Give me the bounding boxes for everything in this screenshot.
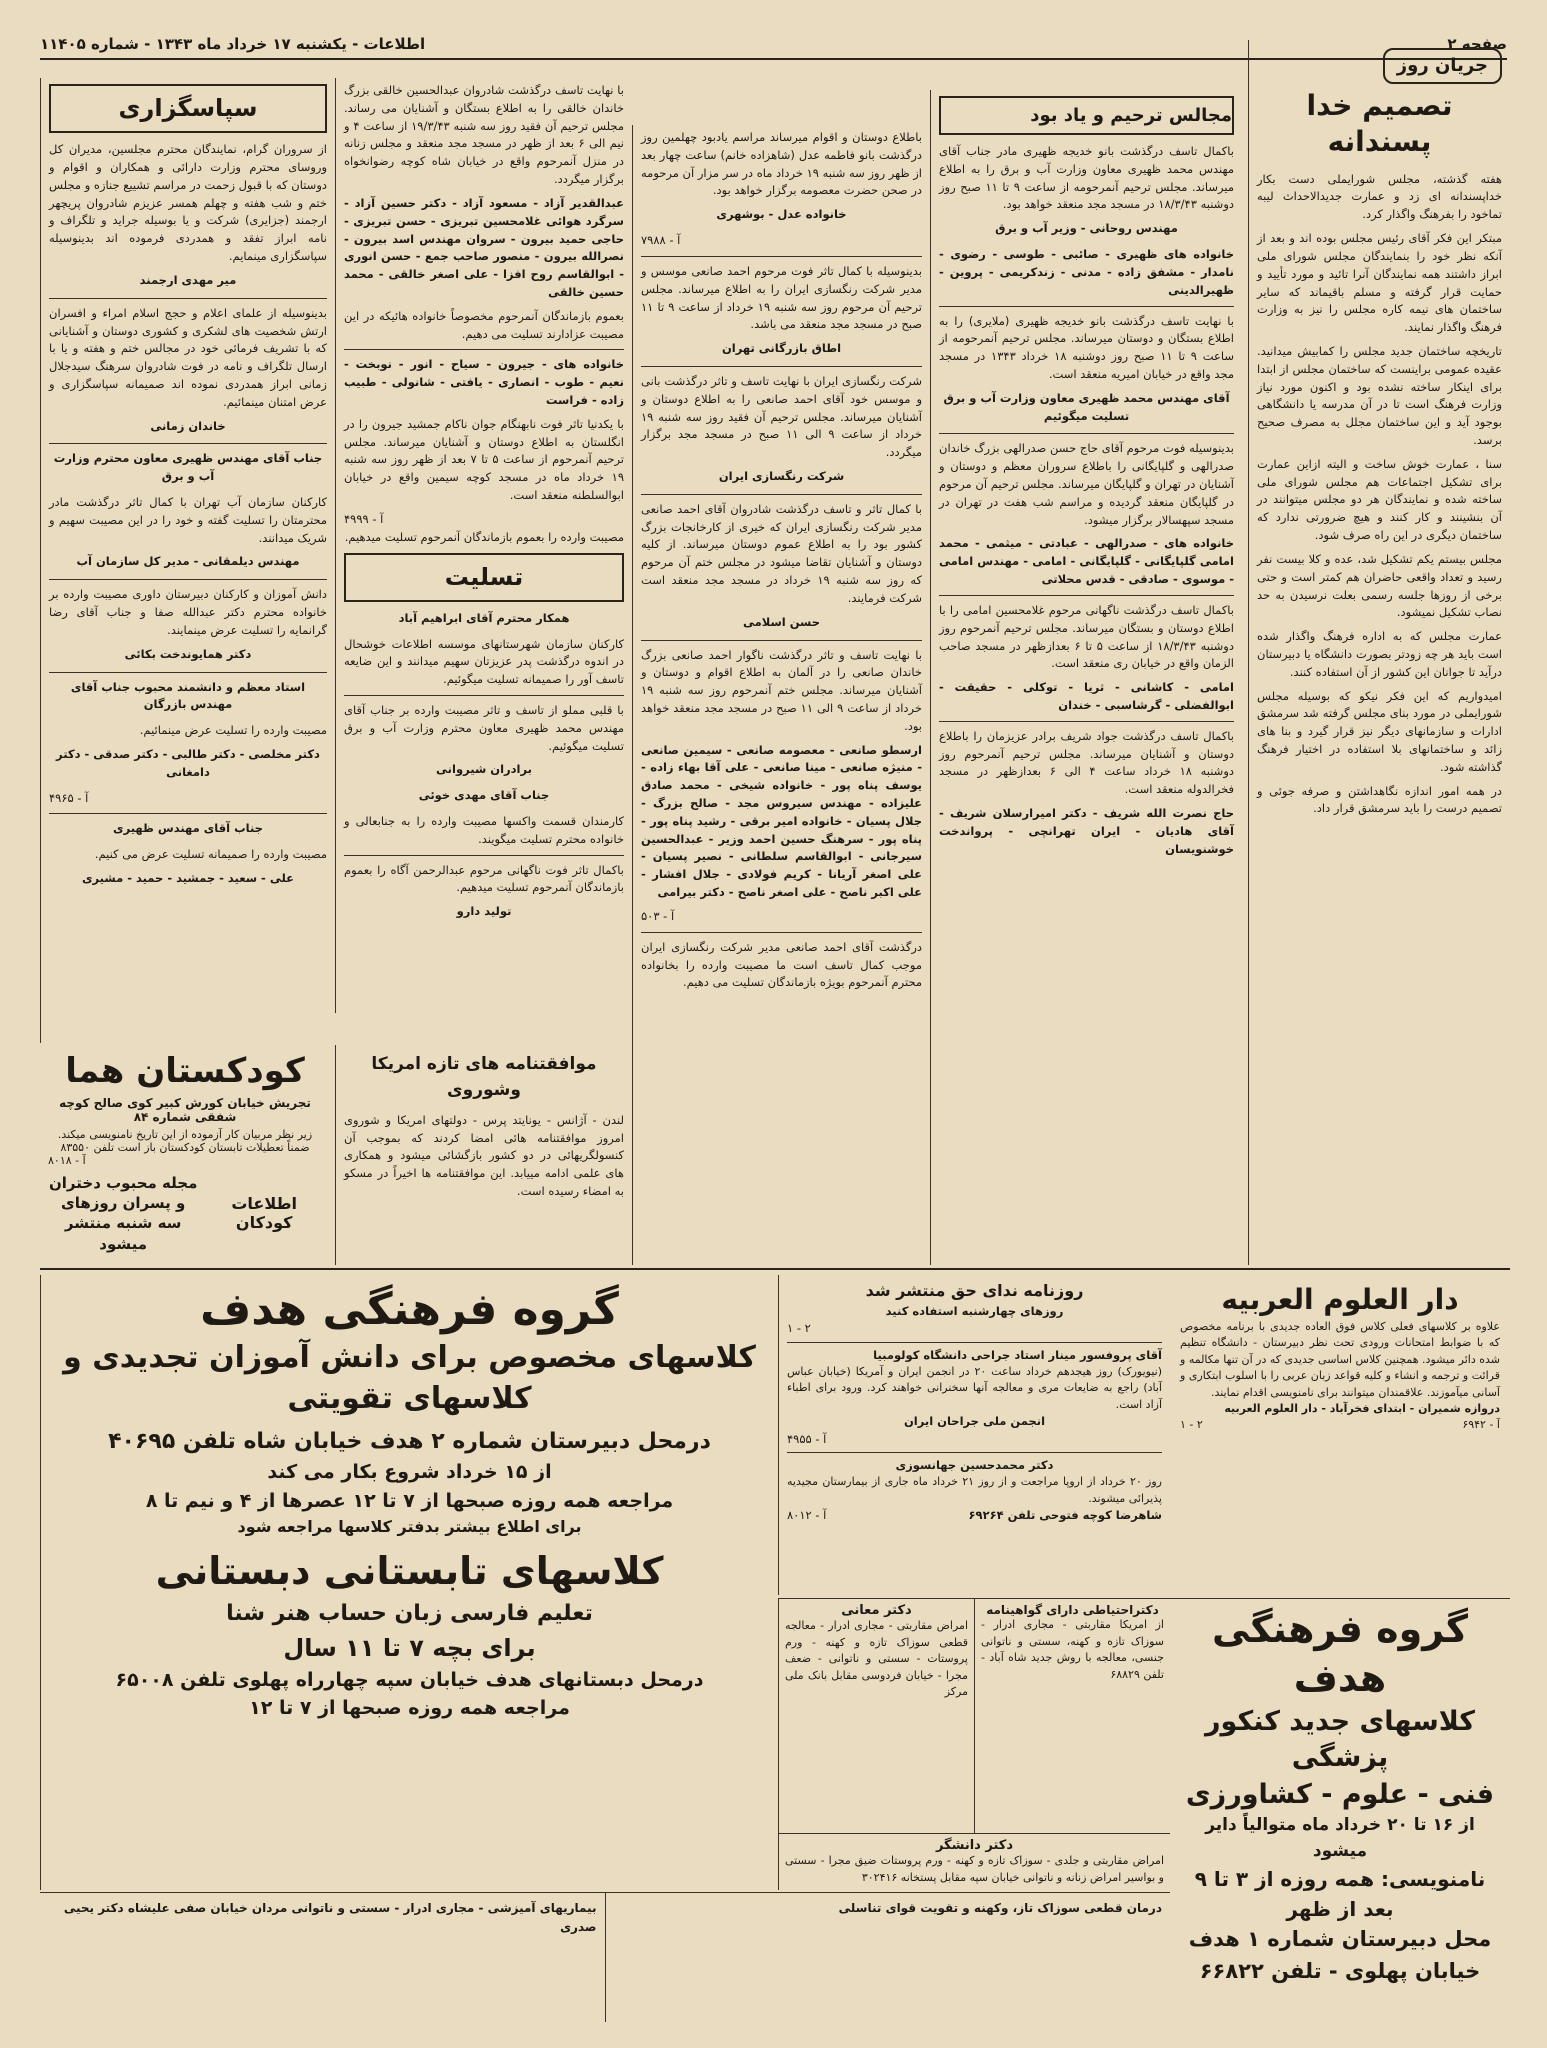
arabic-school-title: دار العلوم العربیه [1221,1283,1459,1316]
kindergarten-ad [40,1045,330,1265]
notice-heading: جناب آقای مهندس ظهیری معاون محترم وزارت آب و برق [53,451,323,484]
notice-text: با نهایت تاسف درگذشت شادروان عبدالحسین خالقی بزرگ خاندان خالقی را به اطلاع بستگان و آشنایان می رساند. مجلس ترحیم آن فقید روز سه شنبه ۱۹/۳/۴۳ از ساعت ۴ و نیم الی ۶ بعد از ظهر در مسجد مجد منعقد و مجلس زنانه در منزل آنمرحوم واقع در خیابان شاه کوچه رضوانخواه برگزار میگردد. [344,83,625,187]
notice-signature: دکتر مخلصی - دکتر طالبی - دکتر صدقی - دکتر دامغانی [56,746,320,779]
notice-text: شرکت رنگسازی ایران با نهایت تاسف و تاثر درگذشت بانی و موسس خود آقای احمد صانعی را به اطلاع دوستان و آشنایان میرساند. مجلس ترحیم آن فقید روز سه شنبه ۱۹ خرداد از ساعت ۹ الی ۱۱ صبح در مسجد مجد برگزار میگردد. [641,373,922,460]
notice-text: با یکدنیا تاثر فوت نابهنگام جوان ناکام جمشید جیرون را در انگلستان به اطلاع دوستان و آشنایان میرساند. مجلس ترحیم آنمرحوم از ساعت ۵ تا ۷ بعد از ظهر روز سه شنبه ۱۹ خرداد ماه در مسجد کوچه سیمین واقع در خیابان ابوالسلطنه منعقد است. [344,416,624,503]
notice-families: حاج نصرت الله شریف - دکتر امیرارسلان شریف - آقای هادیان - ایران تهرانچی - پرواندخت خوشنویسان [939,806,1234,856]
doctor-ad-title: دکتر دانشگر [935,1838,1014,1853]
hadaf-address: محل دبیرستان شماره ۱ هدف [1188,1927,1492,1952]
kindergarten-number: آ - ۸۰۱۸ [48,1153,86,1167]
children-magazine-label: اطلاعات کودکان [231,1194,298,1233]
hadaf-phone: خیابان پهلوی - تلفن ۶۶۸۲۲ [1199,1958,1481,1983]
notice-signature: مهندس روحانی - وزیر آب و برق [995,221,1178,236]
ad-number: آ - ۴۹۵۵ [787,1431,827,1446]
hadaf-time: نامنویسی: همه روزه از ۳ تا ۹ بعد از ظهر [1194,1867,1486,1922]
notice-families: ارسطو صانعی - معصومه صانعی - سیمین صانعی - منیژه صانعی - مینا صانعی - علی آقا بهاء زاده - یوسف پناه پور - خانواده شیخی - محمد صادق علیزاده - مهندس سیروس مجد - صالح بزرگ - جلال پسیان - خانواده امیر برقی - رشید پناه پور - پناه پور - سرهنگ حسین احمد وزیر - عبدالحسین سیرجانی - ابوالقاسم سلطانی - نصیر پسیان - علی اصغر آریانا - کریم فولادی - جلال افشار - علی اکبر ناصح - علی اصغر ناصح - دکتر بیرامی [641,742,922,900]
notice-number: آ - ۵۰۳ [641,908,675,923]
hadaf-info: برای اطلاع بیشتر بدفتر کلاسها مراجعه شود [237,1517,582,1537]
hadaf-date: از ۱۵ خرداد شروع بکار می کند [267,1461,552,1484]
notice-number: آ - ۷۹۸۸ [641,233,681,248]
notice-families: خانواده های - صدرالهی - عبادتی - میثمی - محمد امامی گلپایگانی - گلپایگانی - امامی - مهندس امامی - موسوی - صادقی - قدس محلاتی [939,536,1234,587]
condolence-banner: تسلیت [344,553,624,602]
notice-heading: همکار محترم آقای ابراهیم آباد [398,610,570,625]
thanks-banner: سپاسگزاری [49,84,327,133]
hadaf-subtitle: کلاسهای مخصوص برای دانش آموزان تجدیدی و کلاسهای تقویتی [63,1340,756,1416]
news-item [335,1045,632,1265]
notice-signature: تولید دارو [456,904,512,919]
doctor-name: دکتر محمدحسین جهانسوزی [895,1457,1054,1472]
arabic-school-address: دروازه شمیران - ابتدای فخرآباد - دار العلوم العربیه [1224,1402,1500,1416]
summer-classes-age: برای بچه ۷ تا ۱۱ سال [283,1633,536,1662]
doctor-ad-text: امراض مقاربتی - مجاری ادرار - معالجه قطعی سوزاک تازه و کهنه - ورم پروستات - سستی و ناتوانی - ضعف مجرا - خیابان فردوسی مقابل بانک ملی مرکز [785,1619,968,1698]
editorial-column [1248,40,1510,1265]
divider [40,1268,1510,1270]
doctor-text: روز ۲۰ خرداد از اروپا مراجعت و از روز ۲۱ خرداد ماه جاری از بیمارستان مجیدیه پذیرائی میشوند. [787,1475,1162,1505]
notice-signature: برادران شیروانی [436,762,532,777]
editorial-paragraph: مجلس بیستم یکم تشکیل شد، عده و کلا بیست نفر رسید و تعداد واقعی حاضران هم کمتر است و حتی برخی از روزها جلسه رسمی بعلت نرسیدن به حد نصاب تشکیل نمیشود. [1257,551,1502,620]
summer-classes-time: مراجعه همه روزه صبحها از ۷ تا ۱۲ [249,1697,570,1720]
editorial-paragraph: امیدواریم که این فکر نیکو که بوسیله مجلس شورایملی در مورد بنای مجلس گرفته شد سرمشق ادارات و سازمانهای دیگر نیز قرار گیرد و بنا های زائد و ساختمانهای بلا استفاده در اختیار فرهنگ گذاشته شود. [1257,688,1502,774]
lecture-organizer: انجمن ملی جراحان ایران [903,1414,1046,1429]
hadaf-subtitle: کلاسهای جدید کنکور پزشگی [1205,1705,1475,1774]
notice-text: با نهایت تاسف درگذشت بانو خدیجه ظهیری (ملایری) را به اطلاع بستگان و دوستان میرساند. مجلس ترحیم آنمرحومه از ساعت ۹ تا ۱۱ صبح روز دوشنبه ۱۸ خرداد ۱۳۴۳ در مسجد مجد واقع در خیابان امیریه منعقد است. [939,313,1235,381]
summer-classes-subjects: تعلیم فارسی زبان حساب هنر شنا [226,1600,593,1626]
issue-info: اطلاعات - یکشنبه ۱۷ خرداد ماه ۱۳۴۳ - شماره ۱۱۴۰۵ [40,35,426,53]
notice-text: بدینوسیله از علمای اعلام و حجج اسلام امراء و افسران ارتش شخصیت های لشکری و کشوری دوستان و آشنایانی که با تشریف فرمائی خود در مجالس ختم و هفته و یا با ارسال تلگراف و نامه در فوت شادروان سرهنگ سیدجلال زمانی ابراز همدردی نموده اند صمیمانه سپاسگزاری و عرض امتنان مینمائیم. [49,305,327,409]
editorial-paragraph: هفته گذشته، مجلس شورایملی دست بکار خداپسندانه ای زد و عمارت جدیدالاحداث لیبه تماخود را بفرهنگ واگذار کرد. [1257,171,1502,222]
hadaf-ad-2 [1170,1598,1510,2018]
bottom-ads [40,1892,1170,2022]
hadaf-address: درمحل دبیرستان شماره ۲ هدف خیابان شاه تلفن ۴۰۶۹۵ [108,1429,711,1455]
hadaf-title: گروه فرهنگی هدف [200,1284,619,1335]
editorial-paragraph: مبتکر این فکر آقای رئیس مجلس بوده اند و بعد از آنکه نظر خود را بنمایندگان مجلس شورای ملی ابراز داشتند همه نمایندگان آنرا تائید و مورد تأیید و حمایت قرار گرفته و مسلم باقیماند که سایر ساختمان های نیمه کاره مجلس را نیز به وزارت فرهنگ واگذار نمایند. [1257,231,1502,335]
summer-classes-title: کلاسهای تابستانی دبستانی [155,1549,664,1594]
kindergarten-text: زیر نظر مربیان کار آزموده از این تاریخ نامنویسی میکند. ضمناً تعطیلات تابستان کودکستان باز است تلفن ۸۳۵۵۰ [57,1127,313,1154]
notice-heading: جناب آقای مهندس ظهیری [113,821,263,836]
bottom-ad-text: درمان قطعی سوزاک تاز، وکهنه و تقویت قوای تناسلی [605,1893,1171,2022]
obituary-banner: مجالس ترحیم و یاد بود [939,96,1234,135]
lecture-text: (نیویورک) روز هیجدهم خرداد ساعت ۲۰ در انجمن ایران و آمریکا (خیابان عباس آباد) راجع به ضایعات مری و معالجه آنها سخنرانی خواهند کرد. ورود برای اطباء آزاد است. [787,1364,1162,1411]
news-title: موافقتنامه های تازه امریکا وشوروی [371,1054,597,1101]
editorial-paragraph: سنا ، عمارت خوش ساخت و الیته ازاین عمارت برای تشکیل اجتماعات هم مجلس شورای ملی ساخته شده و نمایندگان هر دو مجلس میتوانند در آن بنشینند و کار کنند و هیچ ضرورتی ندارد که ساختمان دیگری در این راه صرف شود. [1257,456,1502,543]
notices-center [778,1275,1170,1595]
thanks-column [40,78,335,1043]
notice-text: مصیبت وارده را صمیمانه تسلیت عرض می کنیم. [94,847,327,862]
notice-text: بدینوسیله با کمال تاثر فوت مرحوم احمد صانعی موسس و مدیر شرکت رنگسازی ایران را به اطلاع میرساند. مجلس ترحیم آن مرحوم روز سه شنبه ۱۹ خرداد از ساعت ۹ تا ۱۱ صبح در مسجد مجد منعقد می باشد. [641,263,923,332]
doctor-ad-title: دکتراحتیاطی دارای گواهینامه [986,1603,1159,1617]
notice-text: باکمال تاسف درگذشت ناگهانی مرحوم غلامحسین امامی را با اطلاع دوستان و بستگان میرساند. مجلس ترحیم آنمرحوم روز دوشنبه ۱۸/۳/۴۳ از ساعت ۵ تا ۶ بعدازظهر در مسجد صاحب الزمان واقع در خیابان ری منعقد است. [939,602,1234,671]
notice-text: مصیبت وارده را تسلیت عرض مینمائیم. [139,723,327,738]
newspaper-title: روزنامه ندای حق منتشر شد [865,1281,1084,1300]
news-text: لندن - آژانس - یونایتد پرس - دولتهای امریکا و شوروی امروز موافقتنامه هائی امضا کردند که بموجب آن کنسولگریهائی در دو کشور بازگشائی میشود و همکاری های علمی ادامه مییابد. این موافقتنامه ها اخیراً در مسکو به امضاء رسیده است. [344,1112,624,1198]
hadaf-title: گروه فرهنگی هدف [1212,1607,1468,1701]
notice-text: دانش آموزان و کارکنان دبیرستان داوری مصیبت وارده بر خانواده محترم دکتر عبدالله صفا و جناب آقای رضا گرانمایه را تسلیت عرض مینمایند. [49,587,327,637]
page-number: صفحه ۲ [1447,35,1507,53]
doctor-ad-text: از امریکا مقاربتی - مجاری ادرار - سوزاک تازه و کهنه، سستی و ناتوانی جنسی، معالجه با روش جدید شاه آباد - تلفن ۶۸۸۲۹ [981,1618,1164,1681]
arabic-school-text: علاوه بر کلاسهای فعلی کلاس فوق العاده جدیدی با برنامه مخصوص که با ضوابط امتحانات ورودی تحت نظر دبیرستان - دانشگاه تنظیم شده دائر میشود. همچنین کلاس اساسی جدیدی که در آن تنها مکالمه و قرائت و ترجمه و انشاء و کلیه قواعد زبان عربی را با اسلوب ابتکاری و آسانی میآموزند. علاقمندان میتوانند برای نامنویسی اقدام نمایند. [1180,1319,1500,1399]
notice-text: با نهایت تاسف و تاثر درگذشت ناگوار احمد صانعی بزرگ خاندان صانعی را در آلمان به اطلاع اقوام و دوستان و آشنایان میرساند. مجلس ختم آنمرحوم روز سه شنبه ۱۹ خرداد از ساعت ۹ الی ۱۱ صبح در مسجد مجد منعقد خواهد بود. [641,647,922,733]
notice-signature: اطاق بازرگانی تهران [721,341,842,356]
obituary-column-3 [335,78,632,1013]
notice-signature: میر مهدی ارجمند [139,272,237,287]
notice-text: باکمال تاثر فوت ناگهانی مرحوم عبدالرحمن آگاه را بعموم بازماندگان آنمرحوم تسلیت میدهیم. [344,862,624,895]
notice-signature: خاندان زمانی [150,418,226,433]
notice-text: با کمال تاثر و تاسف درگذشت شادروان آقای احمد صانعی مدیر شرکت رنگسازی ایران که خیری از کارخانجات بزرگ کشور بود را به اطلاع عموم دوستان میرساند. از کلیه دوستان و آشنایان تقاضا میشود در مجلس ختم آن مرحوم که روز سه شنبه ۱۹ خرداد در مسجد مجد منعقد است شرکت فرمایند. [641,501,923,605]
bottom-ad-text: بیماریهای آمیزشی - مجاری ادرار - سستی و ناتوانی مردان خیابان صفی علیشاه دکتر یحیی صدری [63,1901,597,1935]
ad-number: آ - ۸۰۱۲ [787,1508,827,1522]
obituary-column-1 [930,90,1242,1265]
arabic-school-ad [1170,1275,1510,1595]
lecture-title: آقای پروفسور مینار استاد جراحی دانشگاه کولومبیا [873,1347,1162,1362]
notice-heading: استاد معظم و دانشمند محبوب جناب آقای مهندس بازرگان [70,679,306,712]
children-magazine-text: مجله محبوب دختران و پسران روزهای سه شنبه منتشر میشود [48,1173,198,1253]
kindergarten-address: تجریش خیابان کورش کبیر کوی صالح کوچه شفقی شماره ۸۴ [59,1095,311,1124]
notice-heading: جناب آقای مهدی خوئی [418,788,550,803]
notice-text: با قلبی مملو از تاسف و تاثر مصیبت وارده بر جناب آقای مهندس محمد ظهیری معاون محترم وزارت آب و برق تسلیت میگوئیم. [344,702,624,753]
ad-number: ۲ - ۱ [787,1321,811,1336]
hadaf-ad-1 [40,1275,778,1890]
notice-number: آ - ۴۹۶۵ [49,790,89,805]
notice-text: بعموم بازماندگان آنمرحوم مخصوصاً خانواده هائیکه در این مصیبت عزادارند تسلیت می دهیم. [344,308,624,341]
notice-families: عبدالقدیر آزاد - مسعود آزاد - دکتر حسین آزاد - سرگرد هوائی غلامحسین تبریزی - حسن تبریزی - حاجی حمید بیرون - سروان مهندس اسد بیرون - نصرالله بیرون - منصور صاحب جمع - حسن انوری - ابوالقاسم روح افزا - علی اصغر خالقی - محمد حسین خالقی [344,195,624,299]
hadaf-date: از ۱۶ تا ۲۰ خرداد ماه متوالیاً دایر میشود [1205,1815,1475,1861]
doctor-ad-text: امراض مقاربتی و جلدی - سوزاک تازه و کهنه - ورم پروستات ضیق مجرا - سستی و بواسیر امراض زنانه و ناتوانی خیابان سپه مقابل پستخانه ۳۰۲۴۱۶ [785,1854,1164,1884]
notice-families: خانواده های - جیرون - سیاح - انور - نوبخت - نعیم - طوب - انصاری - یافتی - شانولی - طبیب زاده - فراست [344,357,624,407]
doctor-ads [778,1598,1170,1890]
editorial-paragraph: عمارت مجلس که به اداره فرهنگ واگذار شده است باید هر چه زودتر بصورت دانشگاه یا دبیرستان درآید تا جوانان این کشور از آن استفاده کنند. [1257,629,1502,679]
summer-classes-address: درمحل دبستانهای هدف خیابان سپه چهارراه پهلوی تلفن ۶۵۰۰۸ [115,1668,704,1691]
editorial-paragraph: تاریخچه ساختمان جدید مجلس را کمابیش میدانید. عقیده عمومی براینست که ساختمان مجلس از ابتدا برای اینکار ساخته نشده بود و اکنون مورد نیاز وزارت فرهنگ است تا در آن مدرسه یا دانشگاهی بوجود آید و این ساختمان مجلل به مصرف صحیح برسد. [1257,343,1502,448]
notice-text: باکمال تاسف درگذشت بانو خدیجه ظهیری مادر جناب آقای مهندس محمد ظهیری معاون وزارت آب و برق را به اطلاع میرساند. مجلس ترحیم آنمرحومه از ساعت ۹ تا ۱۱ صبح روز دوشنبه ۱۸/۳/۴۳ در مسجد مجد منعقد خواهد بود. [939,144,1234,212]
notice-text: کارکنان سازمان شهرستانهای موسسه اطلاعات خوشحال در اندوه درگذشت پدر عزیزتان سهیم میدانند و این ضایعه تاسف آور را صمیمانه تسلیت میگوئیم. [344,636,624,687]
newspaper-subtitle: روزهای چهارشنبه استفاده کنید [885,1304,1064,1318]
notice-families: امامی - کاشانی - ثریا - توکلی - حقیقت - ابوالفضلی - گرشاسبی - خندان [939,680,1234,712]
notice-signature: دکتر همایوندخت بکائی [124,646,252,661]
doctor-ad-title: دکتر معانی [841,1603,912,1618]
obituary-column-2 [632,125,930,1265]
notice-text: کارکنان سازمان آب تهران با کمال تاثر درگذشت مادر محترمتان را تسلیت گفته و خود را در این مصیبت سهیم و شریک میدانند. [49,495,327,545]
kindergarten-title: کودکستان هما [65,1051,305,1091]
ad-number: آ - ۶۹۴۲ [1462,1417,1500,1431]
notice-text: کارمندان قسمت واکسها مصیبت وارده را به جنابعالی و خانواده محترم تسلیت میگویند. [344,814,624,846]
editorial-paragraph: در همه امور اندازه نگاهداشتن و صرفه جوئی و تصمیم درست را باید سرمشق قرار داد. [1257,783,1502,816]
column-logo: جریان روز [1383,48,1502,84]
notice-signature: خانواده عدل - بوشهری [716,207,847,222]
notice-number: آ - ۴۹۹۹ [344,511,384,526]
notice-text: از سروران گرام، نمایندگان محترم مجلسین، مدیران کل وروسای محترم وزارت دارائی و همکاران و اقوام و دوستان که با قبول زحمت در مراسم تشییع جنازه و مجلس ختم و شب هفته و چهلم همسر عزیزم شادروان پریچهر ارجمند (جزایری) شرکت و یا بوسیله جراید و تلگراف و نامه ابراز تفقد و همدردی فرموده اند بدینوسیله سپاسگزاری مینمایم. [49,142,327,264]
notice-text: بدینوسیله فوت مرحوم آقای حاج حسن صدرالهی بزرگ خاندان صدرالهی و گلپایگانی را باطلاع سروران معظم و دوستان و آشنایان در تهران و گلپایگان میرساند. مجلس ترحیم آن مرحوم در گلپایگان منعقد گردیده و مراسم شب هفت در تهران در مسجد سپهسالار برگزار میشود. [939,441,1234,527]
notice-signature: مهندس دیلمقانی - مدیر کل سازمان آب [76,554,300,569]
ad-number: ۲ - ۱ [1180,1417,1203,1431]
notice-text: باکمال تاسف درگذشت جواد شریف برادر عزیزمان را باطلاع دوستان و آشنایان میرساند. مجلس ترحیم آنمرحوم روز دوشنبه ۱۸ خرداد ساعت ۴ الی ۶ بعدازظهر در مسجد فخرالدوله منعقد است. [939,728,1234,797]
notice-signature: آقای مهندس محمد ظهیری معاون وزارت آب و برق تسلیت میگوئیم [943,390,1230,423]
doctor-address: شاهرضا کوچه فتوحی تلفن ۶۹۲۶۴ [968,1508,1162,1522]
hadaf-fields: فنی - علوم - کشاورزی [1185,1778,1495,1810]
editorial-title: تصمیم خدا پسندانه [1306,88,1453,159]
notice-families: خانواده های ظهیری - صائبی - طوسی - رضوی - نامدار - مشفق زاده - مدنی - زندکریمی - پروین - ظهیرالدینی [939,247,1234,297]
notice-signature: علی - سعید - جمشید - حمید - مشیری [81,871,295,885]
hadaf-time: مراجعه همه روزه صبحها از ۷ تا ۱۲ عصرها از ۴ و نیم تا ۸ [145,1489,674,1512]
notice-signature: شرکت رنگسازی ایران [718,469,845,483]
notice-text: مصیبت وارده را بعموم بازماندگان آنمرحوم تسلیت میدهیم. [344,529,624,544]
notice-text: باطلاع دوستان و اقوام میرساند مراسم یادبود چهلمین روز درگذشت بانو فاطمه عدل (شاهزاده خانم) ساعت چهار بعد از ظهر روز سه شنبه ۱۹ خرداد ماه در سر مزار آن مرحومه در صحن حضرت معصومه برگزار خواهد بود. [641,130,922,198]
notice-signature: حسن اسلامی [742,614,821,629]
notice-text: درگذشت آقای احمد صانعی مدیر شرکت رنگسازی ایران موجب کمال تاسف است ما مصیبت وارده را بخانواده محترم آنمرحوم بویژه بازماندگان تسلیت می دهیم. [641,939,922,990]
